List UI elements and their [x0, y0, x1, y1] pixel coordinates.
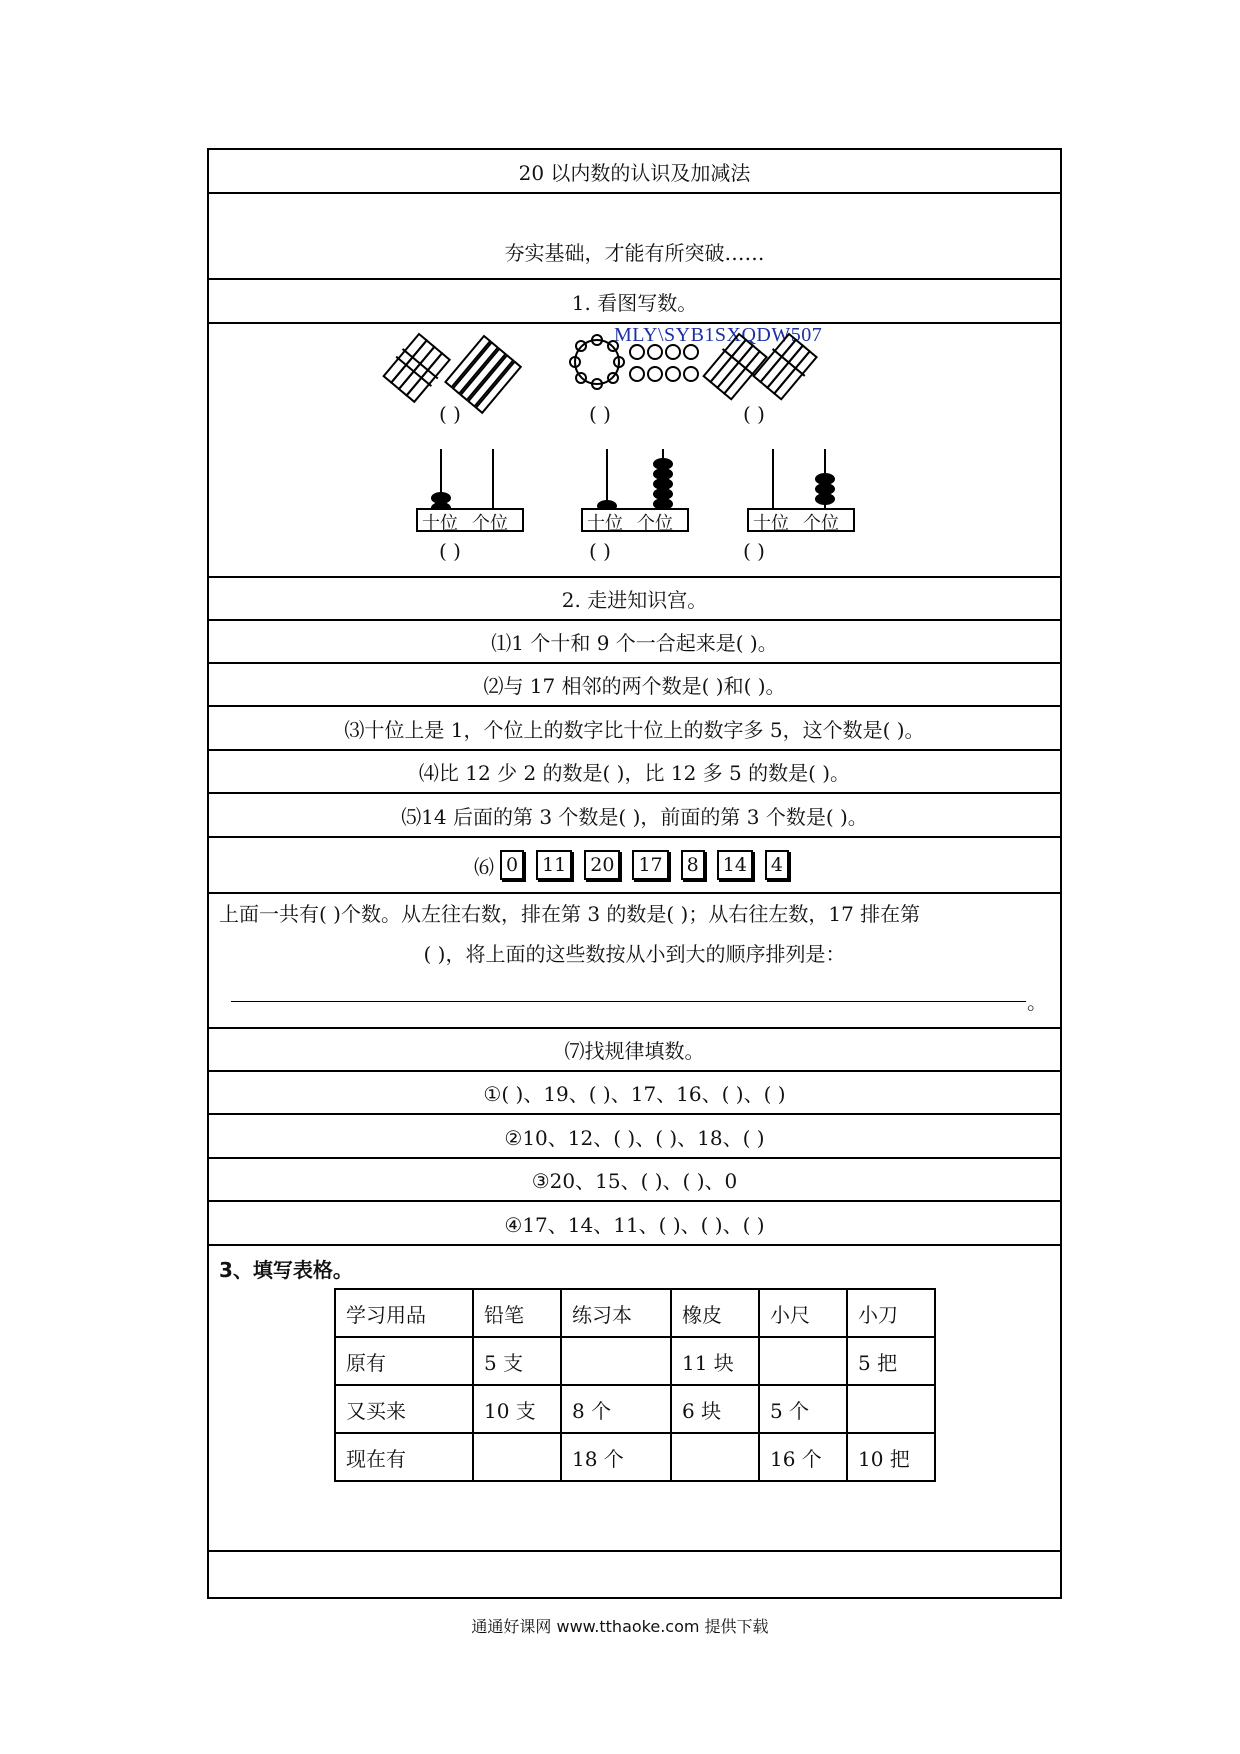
- abacus-label-ones: 个位: [637, 513, 673, 534]
- table-cell[interactable]: [473, 1433, 561, 1481]
- q2-item-7-row-4: ④17、14、11、( )、( )、( ): [209, 1202, 1060, 1246]
- table-cell: 10 把: [847, 1433, 935, 1481]
- table-cell[interactable]: [759, 1337, 847, 1385]
- q1-pictures: [209, 324, 1060, 578]
- table-cell: 铅笔: [473, 1289, 561, 1337]
- table-cell: 5 个: [759, 1385, 847, 1433]
- item6-prefix: ⑹: [473, 854, 494, 879]
- answer-blank[interactable]: ( ): [589, 539, 611, 563]
- q2-item-6-numbers: [209, 838, 1060, 894]
- q3-section: [209, 1246, 1060, 1552]
- bead-ring-icon: [570, 335, 624, 389]
- two-bundles-icon: [701, 332, 819, 401]
- table-cell: 18 个: [561, 1433, 671, 1481]
- table-cell: 5 支: [473, 1337, 561, 1385]
- q2-item-5: ⑸14 后面的第 3 个数是( )，前面的第 3 个数是( )。: [209, 794, 1060, 838]
- number-box: 8: [681, 850, 705, 880]
- table-cell: 又买来: [335, 1385, 473, 1433]
- table-cell: 现在有: [335, 1433, 473, 1481]
- answer-blank[interactable]: ( ): [439, 402, 461, 426]
- table-row: [335, 1289, 935, 1337]
- number-box: 20: [584, 850, 620, 880]
- q2-item-7-row-3: ③20、15、( )、( )、0: [209, 1159, 1060, 1202]
- table-cell: 小刀: [847, 1289, 935, 1337]
- table-cell: 小尺: [759, 1289, 847, 1337]
- q3-heading: 3、填写表格。: [219, 1258, 353, 1282]
- answer-line[interactable]: [231, 1001, 1026, 1002]
- number-box: 4: [765, 850, 789, 880]
- answer-blank[interactable]: ( ): [439, 539, 461, 563]
- watermark-text: MLY\SYB1SXQDW507: [614, 324, 823, 346]
- table-row: [335, 1433, 935, 1481]
- number-box: 14: [717, 850, 753, 880]
- table-cell: 16 个: [759, 1433, 847, 1481]
- abacus-label-tens: 十位: [753, 513, 789, 534]
- footer-text: 通通好课网 www.tthaoke.com 提供下载: [471, 1617, 769, 1636]
- abacus-label-ones: 个位: [472, 513, 508, 534]
- empty-row: [209, 1552, 1060, 1599]
- table-cell: 橡皮: [671, 1289, 759, 1337]
- table-cell: 原有: [335, 1337, 473, 1385]
- q2-item-2: ⑵与 17 相邻的两个数是( )和( )。: [209, 664, 1060, 707]
- worksheet: [207, 148, 1062, 1599]
- item6-line2: ( )，将上面的这些数按从小到大的顺序排列是：: [423, 942, 846, 966]
- table-cell[interactable]: [847, 1385, 935, 1433]
- supplies-table: [334, 1288, 936, 1482]
- number-box: 0: [500, 850, 524, 880]
- table-cell: 5 把: [847, 1337, 935, 1385]
- q2-item-1: ⑴1 个十和 9 个一合起来是( )。: [209, 621, 1060, 664]
- q2-item-7-row-2: ②10、12、( )、( )、18、( ): [209, 1115, 1060, 1159]
- table-cell: 11 块: [671, 1337, 759, 1385]
- q2-heading: 2. 走进知识宫。: [209, 578, 1060, 621]
- answer-blank[interactable]: ( ): [743, 402, 765, 426]
- abacus-label-ones: 个位: [803, 513, 839, 534]
- table-cell: 6 块: [671, 1385, 759, 1433]
- q2-item-6-text: [209, 894, 1060, 1029]
- table-cell[interactable]: [561, 1337, 671, 1385]
- worksheet-title: 20 以内数的认识及加减法: [209, 150, 1060, 194]
- answer-blank[interactable]: ( ): [589, 402, 611, 426]
- abacus-label-tens: 十位: [587, 513, 623, 534]
- stick-bundle-icon: [381, 332, 452, 404]
- table-row: [335, 1337, 935, 1385]
- table-row: [335, 1385, 935, 1433]
- counting-illustrations: [209, 324, 1060, 578]
- loose-beads-icon: [630, 345, 698, 381]
- subtitle: 夯实基础，才能有所突破……: [209, 194, 1060, 280]
- item6-period: 。: [1027, 990, 1047, 1014]
- number-box: 17: [632, 850, 668, 880]
- table-cell: 10 支: [473, 1385, 561, 1433]
- q2-item-3: ⑶十位上是 1，个位上的数字比十位上的数字多 5，这个数是( )。: [209, 707, 1060, 751]
- q1-heading: 1. 看图写数。: [209, 280, 1060, 324]
- table-cell[interactable]: [671, 1433, 759, 1481]
- q2-item-7-row-1: ①( )、19、( )、17、16、( )、( ): [209, 1072, 1060, 1115]
- table-cell: 学习用品: [335, 1289, 473, 1337]
- answer-blank[interactable]: ( ): [743, 539, 765, 563]
- q2-item-7-heading: ⑺找规律填数。: [209, 1029, 1060, 1072]
- table-cell: 练习本: [561, 1289, 671, 1337]
- item6-line1: 上面一共有( )个数。从左往右数，排在第 3 的数是( )；从右往左数，17 排在第: [219, 902, 921, 926]
- abacus-label-tens: 十位: [422, 513, 458, 534]
- q2-item-4: ⑷比 12 少 2 的数是( )，比 12 多 5 的数是( )。: [209, 751, 1060, 794]
- table-cell: 8 个: [561, 1385, 671, 1433]
- number-box: 11: [536, 850, 572, 880]
